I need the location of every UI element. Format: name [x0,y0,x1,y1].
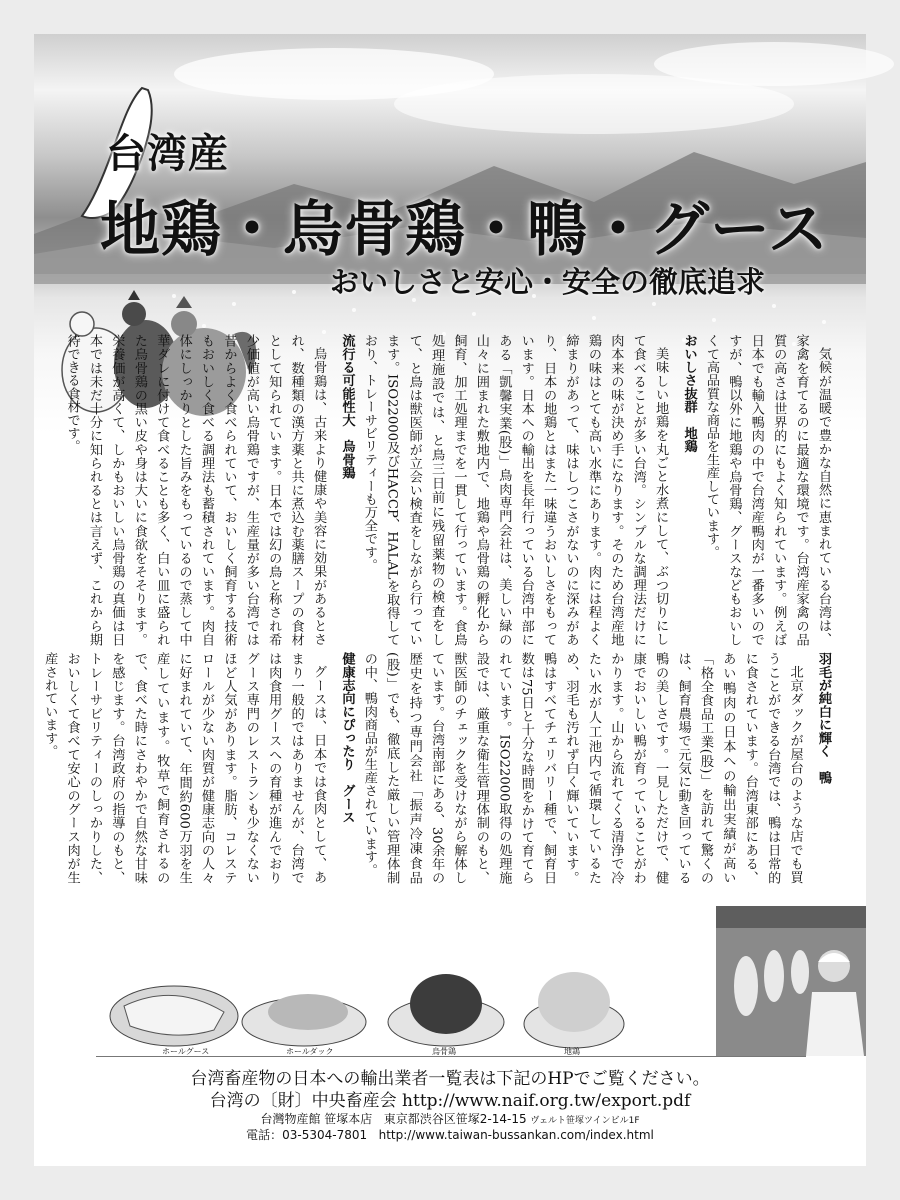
footer-notice: 台湾畜産物の日本への輸出業者一覧表は下記のHPでご覧ください。 [190,1069,710,1089]
section-body-duck: 北京ダックが屋台のような店でも買うことができる台湾では、鴨は日常的に食されています。台湾東部にある、あい鴨肉の日本への輸出実績が高い「格全食品工業(股)」を訪れて驚くのは、飼育農場で元気に動き回っている鴨の美しさです。一見しただけで、健康でおいしい鴨が育っていることがわかります。山から流れてくる清浄で冷たい水が人工池内で循環しているため、羽毛も汚れず白く輝いています。鴨はすべてチェリバリー種で、飼育日数は75日と十分な時間をかけて育てられています。ISO22000取得の処理施設では、厳重な衛生管理体制のもと、獣医師のチェックを受けながら解体しています。台湾南部にある、30余年の歴史を持つ専門会社「振声冷凍食品(股)」でも、徹底した厳しい管理体制の中、鴨肉商品が生産されています。 [361,652,803,884]
article-bottom-block [42,652,834,884]
headline: 地鶏・烏骨鶏・鴨・グース [100,195,829,265]
whole-duck-photo [242,994,366,1046]
section-heading-jidori: おいしさ抜群 地鶏 [681,334,697,453]
section-heading-duck: 羽毛が純白に輝く 鴨 [816,652,831,784]
shop-tel: 電話：03-5304-7801 [246,1128,368,1142]
shop-name: 台灣物産館 笹塚本店 [260,1112,373,1126]
shop-url-link[interactable]: http://www.taiwan-bussankan.com/index.html [378,1128,654,1142]
processing-worker-photo [716,906,866,1056]
section-body-jidori: 美味しい地鶏を丸ごと水煮にして、ぶつ切りにして食べることが多い台湾。シンプルな調理法だけに肉本来の味が決め手になります。そのため台湾産地鶏の味はとても高い水準にあります。肉には程よく締まりがあって、味はしつこさがないのに深みがあり、日本の地鶏とはまた一味違うおいしさをもっています。日本への輸出を長年行っている台湾中部にある「凱馨実業(股)」鳥肉専門会社は、美しい緑の山々に囲まれた敷地内で、地鶏や烏骨鶏の孵化から飼育、加工処理までを一貫して行っています。食鳥処理施設では、と鳥三日前に残留薬物の検査をして、と鳥は獣医師が立会い検査をしながら行っています。ISO22000及びHACCP、HALALを取得しており、トレーサビリティーも万全です。 [361,334,669,646]
footer-divider [96,1056,806,1057]
headline-kicker: 台湾産 [106,130,229,177]
article-top-block [64,334,834,646]
section-body-goose: グースは、日本では食肉として、あまり一般的ではありませんが、台湾では肉食用グースへの育種が進んでおりグース専門のレストランも少なくないほど人気があります。脂肪、コレステロールが少ない肉質が健康志向の人々に好まれていて、年間約600万羽を生産しています。牧草で飼育されるので、食べた時にさわやかで自然な甘味を感じます。台湾政府の指導のもと、トレーサビリティーのしっかりした、おいしくて食べて安心のグース肉が生産されています。 [42,652,327,884]
caption-whole-goose: ホールグース [162,1047,210,1056]
page [34,34,866,1166]
footer-shop-contact [34,1126,866,1143]
subheadline: おいしさと安心・安全の徹底追求 [330,265,766,299]
caption-ukokkei: 烏骨鶏 [432,1047,456,1056]
section-body-ukokkei: 烏骨鶏は、古来より健康や美容に効果があるとされ、数種類の漢方薬と共に煮込む薬膳スープの食材として知られています。日本では幻の鳥と称され希少価値が高い烏骨鶏ですが、生産量が多い台湾では昔からよく食べられていて、おいしく飼育する技術もおいしく食べる調理法も蓄積されています。肉自体にしっかりとした旨みをもっているので蒸して中華ダレに付けて食べることも多く、白い皿に盛られた烏骨鶏の黒い皮や身は大いに食欲をそそります。栄養価が高くて、しかもおいしい烏骨鶏の真価は日本では未だ十分に知られるとは言えず、これから期待できる食材です。 [64,334,327,646]
caption-jidori: 地鶏 [564,1047,580,1056]
caption-whole-duck: ホールダック [286,1047,334,1056]
footer-shop-address [34,1110,866,1127]
ukokkei-photo [388,974,504,1046]
section-heading-goose: 健康志向にぴったり グース [339,652,355,824]
jidori-photo [524,972,624,1048]
shop-building: ヴェルト笹塚ツインビル1F [530,1116,640,1126]
shop-address: 東京都渋谷区笹塚2-14-15 [383,1112,527,1126]
section-heading-ukokkei: 流行る可能性大 烏骨鶏 [339,334,355,480]
footer-naif-link[interactable]: 台湾の〔財〕中央畜産会 http://www.naif.org.tw/export.pdf [209,1091,691,1111]
intro-paragraph: 気候が温暖で豊かな自然に恵まれている台湾は、家禽を育てるのに最適な環境です。台湾産家禽の品質の高さは世界的にもよく知られています。例えば日本でも輸入鴨肉の中で台湾産鴨肉が一番多いのですが、鴨以外に地鶏や烏骨鶏、グースなどもおいしくて高品質な商品を生産しています。 [703,334,831,646]
whole-goose-photo [110,986,238,1046]
product-photos [104,946,624,1056]
